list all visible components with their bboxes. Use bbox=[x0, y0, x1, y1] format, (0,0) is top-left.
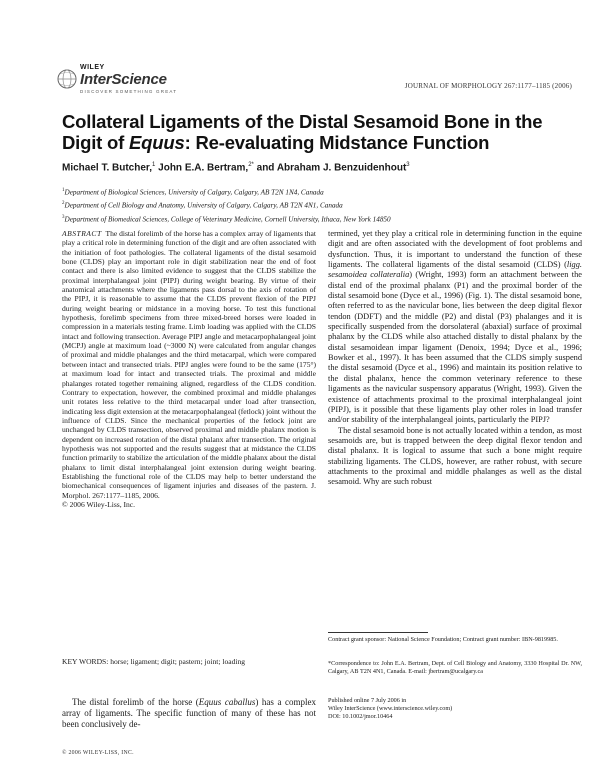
para1-text-a: termined, yet they play a critical role in determining function in the equine digit and are often associated with the development of foot problems and dysfunction. Thus, it is important to understand the function of these ligaments. The collateral ligaments of the distal sesamoid (CLDS) ( bbox=[328, 229, 582, 270]
article-title bbox=[62, 111, 582, 153]
author-list bbox=[62, 162, 582, 173]
affiliation bbox=[62, 185, 582, 198]
published-site: Wiley InterScience (www.interscience.wiley.com) bbox=[328, 705, 453, 713]
abstract bbox=[62, 229, 316, 509]
para1-italic: ligg. sesamoidea collateralia bbox=[328, 260, 582, 280]
affiliation-sup: 3 bbox=[62, 214, 65, 220]
author-sup: 2* bbox=[248, 162, 254, 168]
para1-text-b: ) (Wright, 1993) form an attachment between the distal end of the proximal phalanx (P1) and the proximal border of the distal sesamoid bone (Dyce et al., 1996) (Fig. 1). The distal sesamoid bone, often referred to as the navicular bone, lies between the deep digital flexor tendon (DDFT) and the middle (P2) and distal (P3) phalanges and it is specifically suspended from the dorsolateral (abaxial) surface of proximal phalanx by the CLDS while also attached distally to distal phalanx by the distal sesamoidean impar ligament (Denoix, 1994; Dyce et al., 1996; Bowker et al., 1997). It has been assumed that the CLDS simply suspend the distal sesamoid (Dyce et al., 1996) and maintain its position relative to the distal phalanx, hence the common veterinary reference to these ligaments as the navicular suspensory apparatus (Wright, 1993). Given the existence of attachments proximal to the proximal interphalangeal joint (PIPJ), is it possible that these ligaments play other roles in load transfer and/or stability of the interphalangeal joints, particularly the PIPJ? bbox=[328, 270, 582, 425]
brand-name: InterScience bbox=[80, 71, 167, 88]
keywords-label: KEY WORDS: bbox=[62, 657, 109, 666]
abstract-text: The distal forelimb of the horse has a complex array of ligaments that play a critical role in determining function of the digit and are often associated with the initiation of foot pathologies. The collateral ligaments of the distal sesamoid bone (CLDS) play an important role in digit stabilization near the end of foot contact and there is also limited evidence to suggest that the CLDS stabilize the proximal interphalangeal joint (PIPJ) during weight bearing. By virtue of their anatomical attachments where the ligaments pass dorsal to the axis of rotation of the PIPJ, it is reasonable to assume that the CLDS prevent flexion of the PIPJ during weight bearing or midstance in a moving horse. To test this functional hypothesis, forelimb specimens from three mixed-breed horses were loaded in compression in a materials testing frame. Limb loading was applied with the CLDS intact and following transection. Average PIPJ angle and metacarpophalangeal joint (MCPJ) angle at maximum load (~3000 N) were calculated from angular changes of proximal and middle phalanges and the third metacarpal, which were compared between intact and transected trials. PIPJ angles were found to be the same (175°) at maximum load for intact and transected trials. The proximal and middle phalanges rotated together remaining aligned, regardless of the CLDS condition. Contrary to expectation, however, the combined proximal and middle phalanges unit rotates less relative to the third metacarpal under load after transection, indicating less digit extension at the metacarpophalangeal (fetlock) joint without the influence of CLDS. Since the mechanical properties of the fetlock joint are unchanged by CLDS transection, observed proximal and middle phalanx motion is dependent on increased rotation of the distal phalanx after transection. The original hypothesis was not supported and the results suggest that at midstance the CLDS function primarily to stabilize the articulation of the middle phalanx about the distal phalanx to limit distal interphalangeal joint extension during weight bearing. Establishing the functional role of the CLDS may help to better understand the biomechanical consequences of ligament injuries and diseases of the pastern. J. Morphol. 267:1177–1185, 2006. bbox=[62, 229, 317, 500]
brand-tagline: DISCOVER SOMETHING GREAT bbox=[80, 89, 178, 94]
published-date: Published online 7 July 2006 in bbox=[328, 697, 407, 704]
keywords bbox=[62, 657, 316, 666]
author-name: John E.A. Bertram, bbox=[158, 162, 249, 174]
affiliation-text: Department of Cell Biology and Anatomy, University of Calgary, Calgary, AB T2N 4N1, Canada bbox=[64, 201, 343, 210]
globe-icon bbox=[56, 68, 78, 90]
abstract-label: ABSTRACT bbox=[62, 229, 102, 238]
author-name: Michael T. Butcher, bbox=[62, 162, 153, 174]
affiliation-sup: 2 bbox=[62, 201, 65, 207]
body-paragraph bbox=[328, 229, 582, 426]
title-text-1: Collateral Ligaments of the Distal Sesamoid Bone in the Digit of bbox=[62, 111, 543, 153]
doi: DOI: 10.1002/jmor.10464 bbox=[328, 713, 393, 721]
abstract-body bbox=[62, 229, 316, 500]
intro-paragraph bbox=[62, 697, 316, 731]
footnote-correspondence: *Correspondence to: John E.A. Bertram, Dept. of Cell Biology and Anatomy, 3330 Hospital Dr. NW, Calgary, AB T2N 4N1, Canada. E-mail: jbertram@ucalgary.ca bbox=[328, 660, 582, 676]
footnote-rule bbox=[328, 632, 428, 633]
intro-text-1: The distal forelimb of the horse ( bbox=[72, 697, 199, 707]
keywords-text: horse; ligament; digit; pastern; joint; loading bbox=[110, 657, 246, 666]
wiley-interscience-logo bbox=[56, 64, 206, 98]
footer-copyright: © 2006 WILEY-LISS, INC. bbox=[62, 750, 134, 756]
body-text-right bbox=[328, 229, 582, 488]
footnote-published bbox=[328, 697, 582, 722]
abstract-copyright: © 2006 Wiley-Liss, Inc. bbox=[62, 499, 135, 509]
affiliations bbox=[62, 185, 582, 225]
footnote-grant: Contract grant sponsor: National Science Foundation; Contract grant number: IBN-9819985. bbox=[328, 636, 558, 643]
publisher-name: WILEY bbox=[80, 64, 105, 71]
title-text-2: : Re-evaluating Midstance Function bbox=[184, 132, 490, 153]
intro-text-2: ) has a complex array of ligaments. The specific function of many of these has not been conclusively de- bbox=[62, 697, 317, 730]
affiliation bbox=[62, 212, 582, 225]
author-sup: 1 bbox=[152, 162, 156, 168]
journal-citation: JOURNAL OF MORPHOLOGY 267:1177–1185 (2006) bbox=[404, 82, 572, 90]
affiliation bbox=[62, 198, 582, 211]
affiliation-text: Department of Biomedical Sciences, College of Veterinary Medicine, Cornell University, Ithaca, New York 14850 bbox=[64, 215, 391, 224]
body-paragraph: The distal sesamoid bone is not actually located within a tendon, as most sesamoids are, but is trapped between the deep digital flexor tendon and distal phalanx. It is logical to assume that such a bone might require stabilizing ligaments. The CLDS, however, are rather robust, with secure attachments to the proximal and middle phalanges as well as the distal sesamoid. Why are such robust bbox=[328, 425, 582, 487]
author-sup: 3 bbox=[406, 162, 410, 168]
title-genus: Equus bbox=[129, 132, 185, 153]
author-name: and Abraham J. Benzuidenhout bbox=[256, 162, 407, 174]
affiliation-sup: 1 bbox=[62, 188, 65, 193]
affiliation-text: Department of Biological Sciences, University of Calgary, Calgary, AB T2N 1N4, Canada bbox=[64, 188, 324, 197]
intro-species: Equus caballus bbox=[198, 697, 256, 707]
